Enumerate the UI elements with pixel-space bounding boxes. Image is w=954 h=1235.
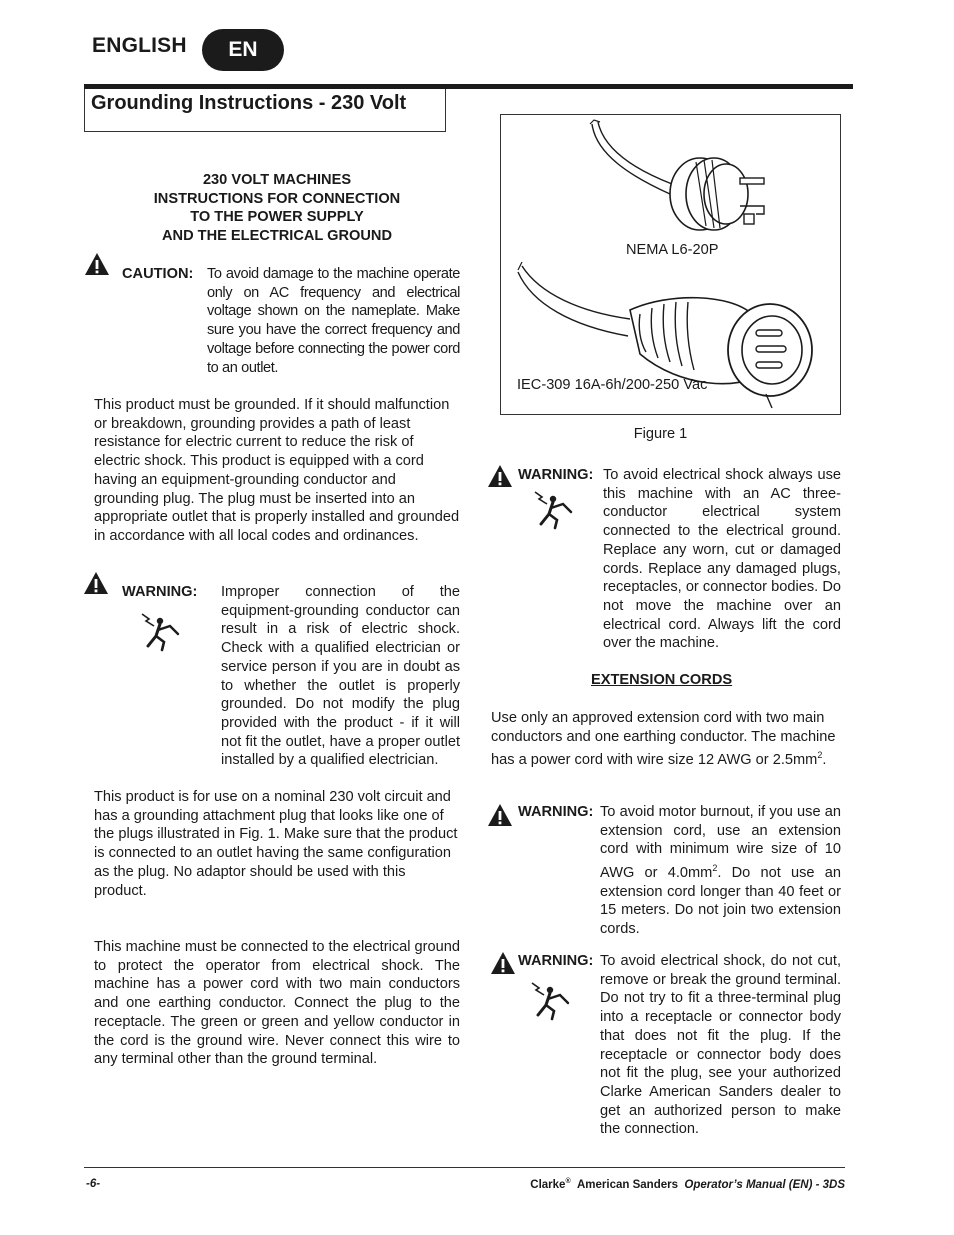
ground-wire-paragraph: This machine must be connected to the electrical ground to protect the operator from electrical shock. The machine has a power cord with two main conductors and one earthing conductor. Connect the plug to the receptacle. The green or green and yellow conductor in the cord is the ground wire. Never connect this wire to any terminal other than the ground terminal. (94, 939, 460, 1068)
warning-triangle-icon (490, 951, 516, 975)
warning-text: To avoid electrical shock, do not cut, remove or break the ground terminal. Do not try to fit a three-terminal plug into a receptacle or connector body that does not fit the plug. If the receptacle or connector body does not fit the plug, see your authorized Clarke American Sanders dealer to get an authorized person to make the connection. (600, 953, 841, 1138)
caution-text: To avoid damage to the machine operate only on AC frequency and electrical voltage shown on the nameplate. Make sure you have the correct frequency and voltage before connecting the power cord to an outlet. (207, 266, 460, 376)
superscript: 2 (712, 863, 718, 874)
language-label: ENGLISH (92, 34, 187, 57)
warning-label: WARNING: (518, 804, 594, 820)
caution-label: CAUTION: (122, 266, 194, 282)
warning-label: WARNING: (122, 584, 198, 600)
footer-rule (84, 1167, 845, 1168)
warning-triangle-icon (487, 464, 513, 488)
intro-heading-line: 230 VOLT MACHINES (202, 172, 352, 188)
language-badge: EN (202, 29, 284, 71)
extension-text-end: . (822, 752, 827, 769)
page-number: -6- (86, 1178, 101, 1190)
superscript: 2 (817, 750, 823, 761)
section-title: Grounding Instructions - 230 Volt (91, 92, 407, 114)
warning-triangle-icon (487, 803, 513, 827)
intro-heading-line: AND THE ELECTRICAL GROUND (162, 228, 392, 245)
figure-caption: Figure 1 (633, 426, 688, 442)
registered-mark: ® (565, 1178, 571, 1185)
plug-illustration (500, 114, 841, 415)
intro-heading (94, 171, 460, 246)
footer-company: American Sanders (577, 1178, 678, 1191)
electric-shock-icon (530, 981, 572, 1021)
warning-text: Improper connection of the equipment-grounding conductor can result in a risk of electric shock. Check with a qualified electrician or service person if you are in doubt as to whether the outlet is properly grounded. Do not modify the plug provided with the product - if it will not fit the outlet, have a proper outlet installed by a qualified electrician. (221, 584, 460, 769)
warning-label: WARNING: (518, 953, 594, 969)
footer-manual-title (530, 1178, 845, 1191)
intro-heading-line: INSTRUCTIONS FOR CONNECTION (153, 190, 401, 207)
plug2-label: IEC-309 16A-6h/200-250 Vac (517, 377, 708, 393)
extension-text: Use only an approved extension cord with two main conductors and one earthing conductor. The machine has a power cord with wire size 12 AWG or 2.5mm (491, 710, 836, 769)
intro-heading-line: TO THE POWER SUPPLY (190, 209, 364, 226)
warning-triangle-icon (83, 571, 109, 595)
warning-text-part: To avoid motor burnout, if you use an extension cord, use an extension cord with minimum wire size of 10 AWG or 4.0mm (600, 804, 841, 881)
circuit-paragraph: This product is for use on a nominal 230 volt circuit and has a grounding attachment plug that looks like one of the plugs illustrated in Fig. 1. Make sure that the product is connected to an outlet having the same configuration as the plug. No adaptor should be used with this product. (94, 789, 458, 899)
warning-label: WARNING: (518, 467, 594, 483)
grounding-paragraph: This product must be grounded. If it should malfunction or breakdown, grounding provides a path of least resistance for electric current to reduce the risk of electric shock. This product is equipped with a cord having an equipment-grounding conductor and grounding plug. The plug must be inserted into an appropriate outlet that is properly installed and grounded in accordance with all local codes and ordinances. (94, 397, 460, 544)
extension-cords-paragraph (491, 709, 841, 770)
electric-shock-icon (140, 612, 182, 652)
warning-text (600, 803, 841, 939)
plug1-label: NEMA L6-20P (626, 242, 719, 258)
footer-manual: Operator’s Manual (EN) - 3DS (684, 1178, 845, 1191)
extension-cords-heading: EXTENSION CORDS (591, 672, 733, 688)
warning-triangle-icon (84, 252, 110, 276)
footer-brand: Clarke (530, 1178, 566, 1191)
electric-shock-icon (533, 490, 575, 530)
warning-text-part: . Do not use an extension cord longer than 40 feet or 15 meters. Do not join two extension cords. (600, 864, 841, 938)
warning-text: To avoid electrical shock always use this machine with an AC three-conductor electrical system connected to the electrical ground. Replace any worn, cut or damaged cords. Replace any damaged plugs, receptacles, or connector bodies. Do not move the machine over an electrical cord. Always lift the cord over the machine. (603, 467, 841, 652)
